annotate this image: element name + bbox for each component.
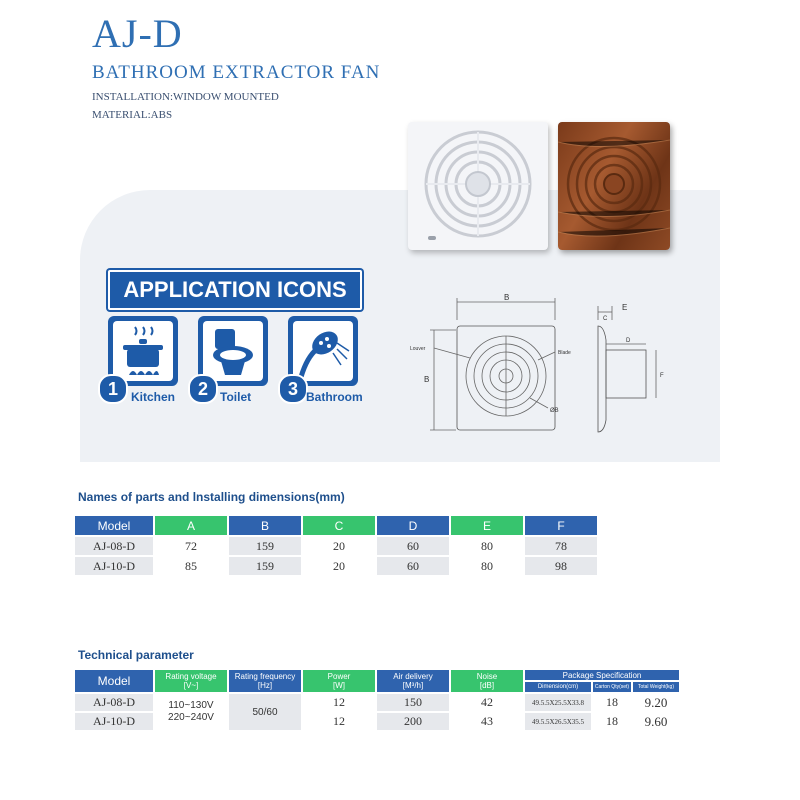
tech-header-noise-label: Noise	[476, 672, 498, 681]
dim-header-f: F	[525, 516, 597, 535]
tech-cell-frequency: 50/60	[229, 694, 301, 730]
dim-header-c: C	[303, 516, 375, 535]
tech-header-carton: Carton Qty(set)	[593, 682, 631, 692]
tech-voltage-1: 110~130V	[168, 700, 214, 711]
tech-voltage-2: 220~240V	[168, 712, 214, 723]
tech-header-power-unit: [W]	[333, 681, 345, 690]
app-label-bathroom: Bathroom	[306, 390, 363, 404]
table-row	[75, 537, 597, 555]
installation-spec: INSTALLATION:WINDOW MOUNTED	[92, 91, 279, 103]
tech-cell-noise: 42	[451, 694, 523, 711]
tech-cell-air: 200	[377, 713, 449, 730]
tech-header-noise-unit: [dB]	[479, 681, 495, 690]
dim-cell: 60	[377, 537, 449, 555]
dimension-diagram	[400, 290, 690, 440]
diagram-label-c: C	[603, 316, 608, 322]
dim-cell: 159	[229, 557, 301, 575]
diagram-label-b-top: B	[504, 293, 510, 302]
tech-cell-dimension: 49.5.5X26.5X35.5	[525, 713, 591, 730]
dim-cell: AJ-10-D	[75, 557, 153, 575]
tech-cell-carton: 18	[593, 713, 631, 730]
tech-header-air-unit: [M³/h]	[402, 681, 424, 690]
tech-header-frequency-label: Rating frequency	[234, 672, 296, 681]
tech-cell-model: AJ-10-D	[75, 713, 153, 730]
tech-header-air-label: Air delivery	[393, 672, 433, 681]
dim-cell: 80	[451, 557, 523, 575]
app-number-3: 3	[278, 374, 308, 404]
tech-cell-dimension: 49.5.5X25.5X33.8	[525, 694, 591, 711]
wood-fan-image	[558, 122, 670, 250]
app-label-toilet: Toilet	[220, 390, 252, 404]
dim-cell: 85	[155, 557, 227, 575]
tech-header-voltage	[155, 670, 227, 692]
dim-cell: 159	[229, 537, 301, 555]
product-subtitle: BATHROOM EXTRACTOR FAN	[92, 62, 381, 83]
app-number-2: 2	[188, 374, 218, 404]
technical-table	[73, 668, 681, 732]
diagram-label-blade: Blade	[558, 350, 571, 356]
tech-cell-power: 12	[303, 713, 375, 730]
technical-title: Technical parameter	[78, 648, 194, 662]
product-title: AJ-D	[92, 11, 183, 56]
app-number-1: 1	[98, 374, 128, 404]
tech-header-frequency	[229, 670, 301, 692]
dim-header-b: B	[229, 516, 301, 535]
dim-cell: 98	[525, 557, 597, 575]
dimensions-table	[73, 514, 599, 577]
diagram-label-diameter: ØB	[550, 408, 559, 414]
table-row	[75, 694, 679, 711]
diagram-label-e: E	[622, 303, 628, 312]
dim-cell: AJ-08-D	[75, 537, 153, 555]
tech-header-package: Package Specification	[525, 670, 679, 680]
tech-header-weight: Total Weight(kg)	[633, 682, 679, 692]
tech-header-model: Model	[75, 670, 153, 692]
dim-cell: 20	[303, 537, 375, 555]
dim-header-e: E	[451, 516, 523, 535]
table-row	[75, 557, 597, 575]
tech-cell-noise: 43	[451, 713, 523, 730]
tech-header-voltage-unit: [V~]	[183, 681, 199, 690]
tech-header-voltage-label: Rating voltage	[165, 672, 217, 681]
tech-header-noise	[451, 670, 523, 692]
tech-cell-power: 12	[303, 694, 375, 711]
diagram-label-f: F	[660, 373, 664, 379]
tech-cell-carton: 18	[593, 694, 631, 711]
dim-cell: 60	[377, 557, 449, 575]
tech-cell-air: 150	[377, 694, 449, 711]
dim-cell: 78	[525, 537, 597, 555]
dim-header-model: Model	[75, 516, 153, 535]
tech-header-power-label: Power	[327, 672, 351, 681]
material-spec: MATERIAL:ABS	[92, 109, 173, 121]
dim-header-a: A	[155, 516, 227, 535]
tech-header-power	[303, 670, 375, 692]
dim-cell: 20	[303, 557, 375, 575]
dimensions-title: Names of parts and lnstalling dimensions(mm)	[78, 490, 345, 504]
tech-cell-weight: 9.20	[633, 694, 679, 711]
dim-cell: 80	[451, 537, 523, 555]
tech-cell-weight: 9.60	[633, 713, 679, 730]
tech-header-dimension: Dimension(cm)	[525, 682, 591, 692]
diagram-label-louver: Louver	[410, 346, 426, 352]
dim-header-d: D	[377, 516, 449, 535]
application-icons-banner: APPLICATION ICONS	[108, 270, 362, 310]
white-fan-image	[408, 122, 548, 250]
dim-cell: 72	[155, 537, 227, 555]
tech-header-frequency-unit: [Hz]	[257, 681, 273, 690]
tech-header-air	[377, 670, 449, 692]
diagram-label-d: D	[626, 338, 631, 344]
diagram-label-b-side: B	[424, 375, 430, 384]
tech-cell-model: AJ-08-D	[75, 694, 153, 711]
tech-cell-voltage	[155, 694, 227, 730]
app-label-kitchen: Kitchen	[131, 390, 176, 404]
